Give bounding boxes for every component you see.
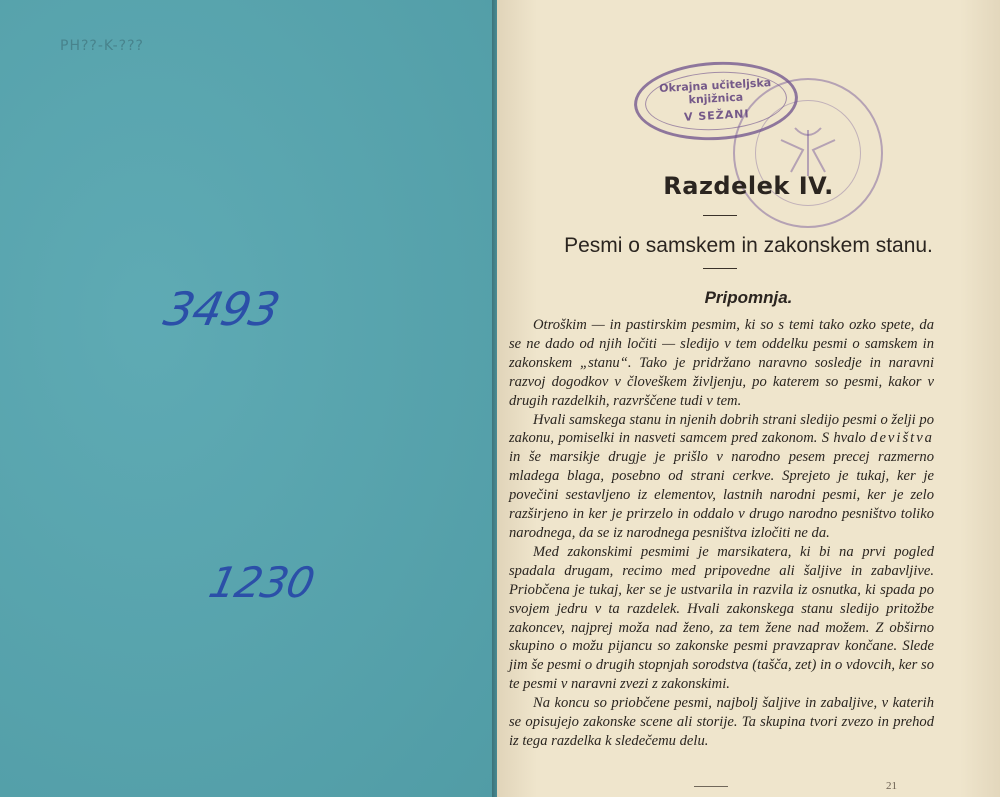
paragraph-4: Na koncu so priobčene pesmi, najbolj šaljive in zabaljive, v katerih se opisujejo zakonske scene ali storije. Ta skupina tvori zvezo in prehod iz tega razdelka k sledečemu delu. [509, 695, 934, 749]
pencil-note: PH??-K-??? [60, 38, 144, 54]
note-heading: Pripomnja. [704, 288, 793, 307]
title-rule [703, 215, 737, 216]
bottom-rule [694, 786, 728, 787]
section-subtitle: Pesmi o samskem in zakonskem stanu. [564, 234, 933, 257]
paragraph-1: Otroškim — in pastirskim pesmim, ki so s temi tako ozko spete, da se ne dado od njih ločiti — sledijo v tem oddelku pesmi o samskem in zakonskem „stanu“. Tako je pridržano naravno sosledje in naravni razvoj dogodkov v človeškem življenju, po katerem so pesmi, kakor v drugih razdelkih, razvrščene tudi v tem. [509, 317, 934, 409]
paragraph-3: Med zakonskimi pesmimi je marsikatera, ki bi na prvi pogled spadala drugam, recimo med pripovedne ali šaljive in zabavljive. Priobčena je tukaj, ker se je ustvarila in razvila iz osnutka, ki spada po svojem jedru v ta razdelek. Hvali zakonskega stanu sledijo pritožbe zakoncev, najprej moža nad ženo, za tem žene nad možem. Z obširno skupino o možu pijancu so zakonske pesmi pravzaprav končane. Slede jim še pesmi o drugih stopnjah sorodstva (tašča, zet) in o vdovcih, ker so te pesmi v naravni zvezi z zakonskimi. [509, 543, 934, 693]
section-title: Razdelek IV. [663, 172, 834, 200]
library-stamp-name: Okrajna učiteljska knjižnica [658, 76, 772, 107]
subtitle-rule [703, 268, 737, 269]
body-text [509, 316, 934, 751]
catalog-number: 3493 [159, 282, 284, 336]
paragraph-2: Hvali samskega stanu in njenih dobrih strani sledijo pesmi o želji po zakonu, pomiselki in nasveti samcem pred zakonom. S hvalo devištva in še marsikje drugje je prišlo v narodno pesem precej razmerno mladega blaga, posebno od strani cerkve. Sprejeto je tukaj, ker je povečini sestavljeno iz elementov, lastnih narodni pesmi, ker je zelo razširjeno in ker je prirzelo in oddalo v drugo narodno pesništvo toliko narodnega, da se iz narodnega pesništva izločiti ne da. [509, 411, 934, 541]
emphasized-word: devištva [870, 430, 934, 447]
page-number: 21 [886, 780, 897, 792]
left-page-cover [0, 0, 497, 797]
inventory-number: 1230 [204, 558, 319, 607]
library-stamp-place: V SEŽANI [683, 107, 750, 124]
